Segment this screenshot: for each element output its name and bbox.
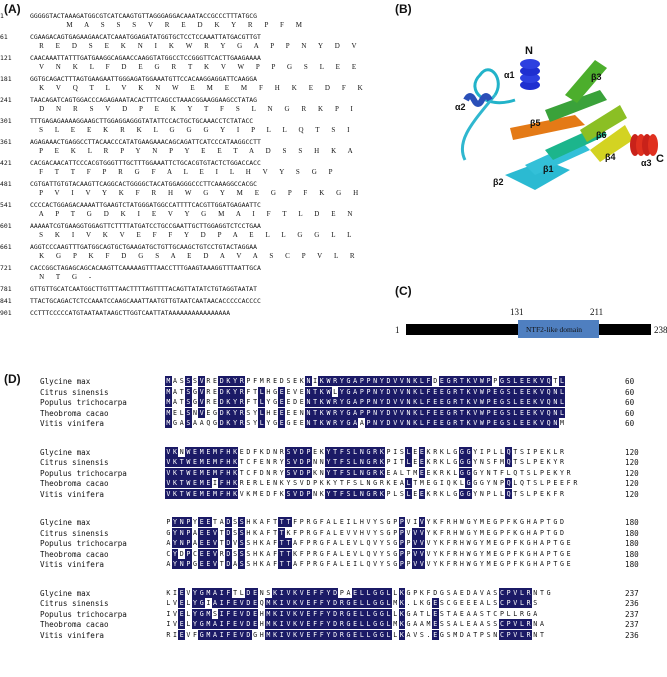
- panel-a-label: (A): [4, 2, 21, 16]
- residue-count: 237: [625, 620, 639, 629]
- aligned-sequence: V K N W E M E M F H K E D F K D N R S V D P E K Y T F S L N G R K P I S L E E K R K L G G G Y I P L L Q T S I P E K L R: [166, 447, 564, 456]
- nucleotide-sequence: TTTGAGAGAAAAGGAAGCTTGGAGGAGGGTATATTCCACTGCTGCAAACCTCTATACC: [30, 117, 254, 125]
- beta6-label: β6: [596, 130, 607, 140]
- amino-acid-sequence: S K I V K V E F F Y D P A E L L G G L L: [30, 231, 355, 239]
- protein-end: 238: [654, 325, 667, 335]
- aligned-sequence: M A T S G V R E D K Y R F T L H G E E V E N T K W L Y G A P P N Y D V V N K L F E E G R T K V W P E G S L E E K V Q N L: [166, 387, 564, 396]
- residue-count: 236: [625, 630, 639, 640]
- species-name: Glycine max: [40, 377, 91, 386]
- amino-acid-sequence: V N K L F D E G R T K V W P P G S L E E: [30, 63, 359, 71]
- species-name: Theobroma cacao: [40, 408, 109, 418]
- c-terminus-label: C: [656, 153, 664, 165]
- aligned-sequence: V K T W E M E I F H K R E R L E N K Y S V D P K K Y T F S L N G R K E A L T M E G I Q K L G G G Y N P Q L Q T S L P E E F R: [166, 479, 578, 487]
- protein-ribbon-structure: [395, 0, 667, 210]
- amino-acid-sequence: K G P K F D G S A E D A V A S C P V L R: [30, 252, 358, 260]
- beta1-label: β1: [543, 164, 554, 174]
- panel-b-label: (B): [395, 2, 412, 16]
- n-terminus-label: N: [525, 45, 533, 57]
- species-name: Citrus sinensis: [40, 599, 109, 608]
- amino-acid-sequence: K V Q T L V K N W E M E M F H K E D F K: [30, 84, 366, 92]
- nucleotide-line: [0, 54, 261, 62]
- nucleotide-sequence: AAAAATCGTGAAGGTGGAGTTCTTTTATGATCCTGCCGAATTGCTTGGAGGTCTCCTGAA: [30, 222, 261, 230]
- amino-acid-line: [0, 147, 356, 155]
- position-number: 661: [0, 243, 12, 251]
- position-number: 181: [0, 75, 12, 83]
- nucleotide-line: [0, 222, 261, 230]
- panel-b-protein-structure: [395, 0, 667, 210]
- species-name: Theobroma cacao: [40, 620, 109, 629]
- aligned-sequence: K I E V Y G M A I F T L D E N S K I V K V E F F Y D P A E L L G G L L K G P K F D G S A E D A V A S C P V L R N T G: [166, 588, 551, 597]
- helix-alpha3: [630, 134, 658, 156]
- aligned-sequence: R I E V F G M A I F E V D G H M K I V K V E F F Y D R G E L L G G L L K A V S . E G S M D A T P S N C P V L R N T: [166, 630, 544, 639]
- amino-acid-sequence: P V I V Y K F R H W G Y M E G P F K G H: [30, 189, 361, 197]
- aligned-sequence: G Y N P A E E V T D S S H K A F T T K F P R G F A L E V V H V Y S G P P V V V Y K F R H W G Y M E G P F K G H A P T G D: [166, 528, 564, 537]
- residue-count: 180: [625, 528, 639, 538]
- domain-label: NTF2-like domain: [526, 325, 583, 334]
- position-number: 901: [0, 309, 12, 317]
- aligned-sequence: I V E L Y G M A I F E V D E H M K I V K V E F F Y D R G E L L G G L M K G A A M E S S A L E A A S S C P V L R N A: [166, 620, 544, 628]
- nucleotide-line: [0, 297, 261, 305]
- amino-acid-sequence: D N R S V D P E K Y T F S L N G R K P I: [30, 105, 356, 113]
- nucleotide-line: [0, 264, 261, 272]
- position-number: 361: [0, 138, 12, 146]
- amino-acid-sequence: S L E E K R K L G G G Y I P L L Q T S I: [30, 126, 353, 134]
- residue-count: 60: [625, 387, 635, 397]
- position-number: 121: [0, 54, 12, 62]
- residue-count: 120: [625, 468, 639, 478]
- position-number: 241: [0, 96, 12, 104]
- amino-acid-line: [0, 210, 355, 218]
- aligned-sequence: C Y D P C E E V R D S S S H K A F T T K F P R G F A L E V L Q V Y S G P P V V V Y K F R H W G Y M E G P F K G H A P T G E: [166, 549, 571, 558]
- panel-c-domain-map: [395, 284, 667, 354]
- species-name: Citrus sinensis: [40, 528, 109, 538]
- panel-d-label: (D): [4, 372, 21, 386]
- aligned-sequence: M G A S A A Q G D K Y R S Y L Y G E G E E N T K W R Y G A A P N Y D V V N K L F E E G R T K V W P E G S L E E K V Q N M: [166, 419, 564, 427]
- nucleotide-sequence: TAACAGATCAGTGGACCCAGAGAAATACACTTTCAGCCTAAACGGAAGGAAGCCTATAG: [30, 96, 258, 104]
- position-number: 301: [0, 117, 12, 125]
- species-name: Populus trichocarpa: [40, 468, 127, 478]
- species-name: Theobroma cacao: [40, 479, 109, 488]
- panel-d-alignment: [0, 368, 667, 677]
- amino-acid-sequence: P E K L R P Y N P Y E E T A D S S H K A: [30, 147, 356, 155]
- position-number: 541: [0, 201, 12, 209]
- nucleotide-line: [0, 75, 257, 83]
- aligned-sequence: A Y N P G E E V T D A S S H K A F T T A F P R G F A L E I L Q V Y S G P P V V V Y K F R H W G Y M E G P F K G H A P T G E: [166, 560, 571, 568]
- residue-count: 120: [625, 458, 639, 467]
- aligned-sequence: P Y N P Y E E T A D S S H K A F T T T F P R G F A L E I L H V Y S G P P V I V Y K F R H W G Y M E G P F K G H A P T G D: [166, 518, 564, 526]
- species-name: Citrus sinensis: [40, 387, 109, 397]
- aligned-sequence: M A T S G V R E D K Y R F T L Y G E E D E N T K W R Y G A P P N Y D V V N K L F E E G R T K V W P E G S L E E K V Q N L: [166, 398, 564, 406]
- alpha3-label: α3: [641, 158, 652, 168]
- species-name: Vitis vinifera: [40, 489, 105, 499]
- residue-count: 120: [625, 489, 639, 499]
- nucleotide-sequence: GTTGTTGCATCAATGGCTTGTTTAACTTTTAGTTTTACAGTTATATCTGTAGGTAATAT: [30, 285, 258, 293]
- nucleotide-line: [0, 243, 257, 251]
- species-name: Populus trichocarpa: [40, 398, 127, 407]
- amino-acid-sequence: N T G -: [30, 273, 95, 281]
- amino-acid-sequence: A P T G D K I E V Y G M A I F T L D E N: [30, 210, 356, 218]
- species-name: Glycine max: [40, 447, 91, 457]
- nucleotide-sequence: AGAGAAACTGAGGCCTTACAACCCATATGAAGAAACAGCAGATTCATCCCATAAGGCCTT: [30, 138, 261, 146]
- panel-a-cdna-sequence: [0, 0, 395, 390]
- amino-acid-line: [0, 105, 356, 113]
- aligned-sequence: V K T W E M E M F H K T C F E N R Y S V D P N N Y T F S L N G R K P I T L E E K R K L G G G Y N S F M Q T S L P E K Y R: [166, 458, 564, 466]
- residue-count: 180: [625, 518, 639, 527]
- domain-end: 211: [590, 307, 604, 317]
- aligned-sequence: M E L S N V E G D K Y R S Y L H E E E E N N T K W R Y G A P P N Y D V V N K L F E E G R T K V W P E G S L E E K V Q N L: [166, 408, 564, 417]
- nucleotide-sequence: CGTGATTGTGTACAAGTTCAGGCACTGGGGCTACATGGAGGGCCCTTCAAAGGCCACGC: [30, 180, 258, 188]
- protein-start: 1: [395, 325, 400, 335]
- beta4-label: β4: [605, 152, 616, 162]
- species-name: Glycine max: [40, 518, 91, 527]
- nucleotide-line: [0, 117, 253, 125]
- amino-acid-line: [0, 63, 359, 71]
- nucleotide-sequence: CAACAAATTATTTGATGAAGGCAGAACCAAGGTATGGCCTCCGGGTTCACTTGAAGAAAA: [30, 54, 261, 62]
- amino-acid-sequence: M A S S S V R E D K Y R P F M: [30, 21, 305, 29]
- position-number: 421: [0, 159, 12, 167]
- helix-alpha1: [520, 59, 540, 90]
- nucleotide-sequence: CACGACAACATTCCCACGTGGGTTTGCTTTGGAAATTCTGCACGTGTACTCTGGACCACC: [30, 159, 261, 167]
- position-number: 61: [0, 33, 8, 41]
- domain-start: 131: [510, 307, 524, 317]
- amino-acid-line: [0, 189, 361, 197]
- position-number: 601: [0, 222, 12, 230]
- species-name: Glycine max: [40, 588, 91, 598]
- residue-count: 180: [625, 539, 639, 548]
- position-number: 481: [0, 180, 12, 188]
- position-number: 841: [0, 297, 12, 305]
- residue-count: 237: [625, 588, 639, 598]
- nucleotide-sequence: CCTTTCCCCCATGTAATAATAAGCTTGGTCAATTATAAAAAAAAAAAAAAAA: [30, 309, 231, 317]
- nucleotide-sequence: GGTGCAGACTTTAGTGAAGAATTGGGAGATGGAAATGTTCCACAAGGAGGATTCAAGGA: [30, 75, 258, 83]
- nucleotide-line: [0, 96, 257, 104]
- position-number: 721: [0, 264, 12, 272]
- residue-count: 236: [625, 599, 639, 608]
- amino-acid-line: [0, 84, 366, 92]
- position-number: 1: [0, 12, 4, 20]
- species-name: Theobroma cacao: [40, 549, 109, 559]
- nucleotide-sequence: CCCCACTGGAGACAAAATTGAAGTCTATGGGATGGCCATTTTCACGTTGGATGAGAATTC: [30, 201, 261, 209]
- nucleotide-sequence: TTACTGCAGACTCTCCAAATCCAAGCAAATTAATGTTGTAATCAATAACACCCCCACCCC: [30, 297, 261, 305]
- panel-c-label: (C): [395, 284, 412, 298]
- beta5-label: β5: [530, 118, 541, 128]
- nucleotide-sequence: GGGGGTACTAAAGATGGCGTCATCAAGTGTTAGGGAGGACAAATACCGCCCTTTATGCG: [30, 12, 258, 20]
- residue-count: 60: [625, 398, 635, 407]
- beta3-label: β3: [591, 72, 602, 82]
- nucleotide-line: [0, 159, 261, 167]
- nucleotide-line: [0, 138, 261, 146]
- residue-count: 120: [625, 479, 639, 488]
- aligned-sequence: A Y N P A E E V T D V S S H K A F T T A F P R G F A L E V L Q V Y S G P P V V V Y K F R H W G Y M E G P F K G H A P T G E: [166, 539, 571, 547]
- aligned-sequence: M A S S S V R E D K Y R P F M R E D S E K N I K W R Y G A P P N Y D V V N K L F D E G R T K V W P P G S L E E K V Q T L: [166, 377, 564, 385]
- alpha2-label: α2: [455, 102, 466, 112]
- amino-acid-line: [0, 252, 357, 260]
- beta2-label: β2: [493, 177, 504, 187]
- nucleotide-line: [0, 180, 257, 188]
- residue-count: 237: [625, 609, 639, 619]
- species-name: Vitis vinifera: [40, 419, 105, 428]
- alpha1-label: α1: [504, 70, 515, 80]
- nucleotide-line: [0, 33, 261, 41]
- species-name: Populus trichocarpa: [40, 539, 127, 548]
- nucleotide-line: [0, 201, 261, 209]
- aligned-sequence: I V E L Y G M S I F E V D E H M K I V K V E F F Y D R G E L L G G L L K G A T L E S T A E A A S T C P L L R G A: [166, 609, 538, 618]
- nucleotide-line: [0, 12, 257, 20]
- nucleotide-line: [0, 309, 230, 317]
- position-number: 781: [0, 285, 12, 293]
- amino-acid-line: [0, 126, 352, 134]
- residue-count: 180: [625, 549, 639, 559]
- amino-acid-sequence: F T T F P R G F A L E I L H V Y S G P: [30, 168, 336, 176]
- residue-count: 60: [625, 408, 635, 418]
- beta-strand-b5: [510, 115, 585, 140]
- amino-acid-line: [0, 231, 354, 239]
- amino-acid-line: [0, 168, 335, 176]
- amino-acid-line: [0, 273, 94, 281]
- species-name: Populus trichocarpa: [40, 609, 127, 619]
- species-name: Vitis vinifera: [40, 630, 105, 640]
- nucleotide-sequence: CACCGGCTAGAGCAGCACAAGTTCAAAAAGTTTAACCTTTGAAGTAAAGGTTTAATTGCA: [30, 264, 261, 272]
- species-name: Citrus sinensis: [40, 458, 109, 467]
- residue-count: 60: [625, 419, 635, 428]
- amino-acid-sequence: R E D S E K N I K W R Y G A P P N Y D V: [30, 42, 360, 50]
- amino-acid-line: [0, 42, 359, 50]
- domain-diagram: [395, 284, 667, 354]
- aligned-sequence: V K T W E M E M F H K V K M E D F K S V D P N K Y T F S L N G R K P L S L E E K R K L G G G Y N P L L Q T S L P E K F R: [166, 489, 564, 498]
- amino-acid-line: [0, 21, 305, 29]
- nucleotide-line: [0, 285, 257, 293]
- aligned-sequence: L V E L Y G I A I F E V D E Q M K I V K V E F F Y D R G E L L G G L M K . L K G E S C G E E E A L S C P V L R S: [166, 599, 538, 607]
- nucleotide-sequence: AGGTCCCAAGTTTGATGGCAGTGCTGAAGATGCTGTTGCAAGCTGTCCTGTACTAGGAA: [30, 243, 258, 251]
- species-name: Vitis vinifera: [40, 560, 105, 569]
- residue-count: 180: [625, 560, 639, 569]
- nucleotide-sequence: CGAAGACAGTGAGAAGAACATCAAATGGAGATATGGTGCTCCTCCAAATTATGACGTTGT: [30, 33, 261, 41]
- aligned-sequence: V K T W E M E M F H K T C F D N R Y S V D P K N Y T F S L N G R K E A L T M E E K R K L G G G Y N T F L Q T S L P E K Y R: [166, 468, 571, 477]
- residue-count: 120: [625, 447, 639, 457]
- residue-count: 60: [625, 377, 635, 386]
